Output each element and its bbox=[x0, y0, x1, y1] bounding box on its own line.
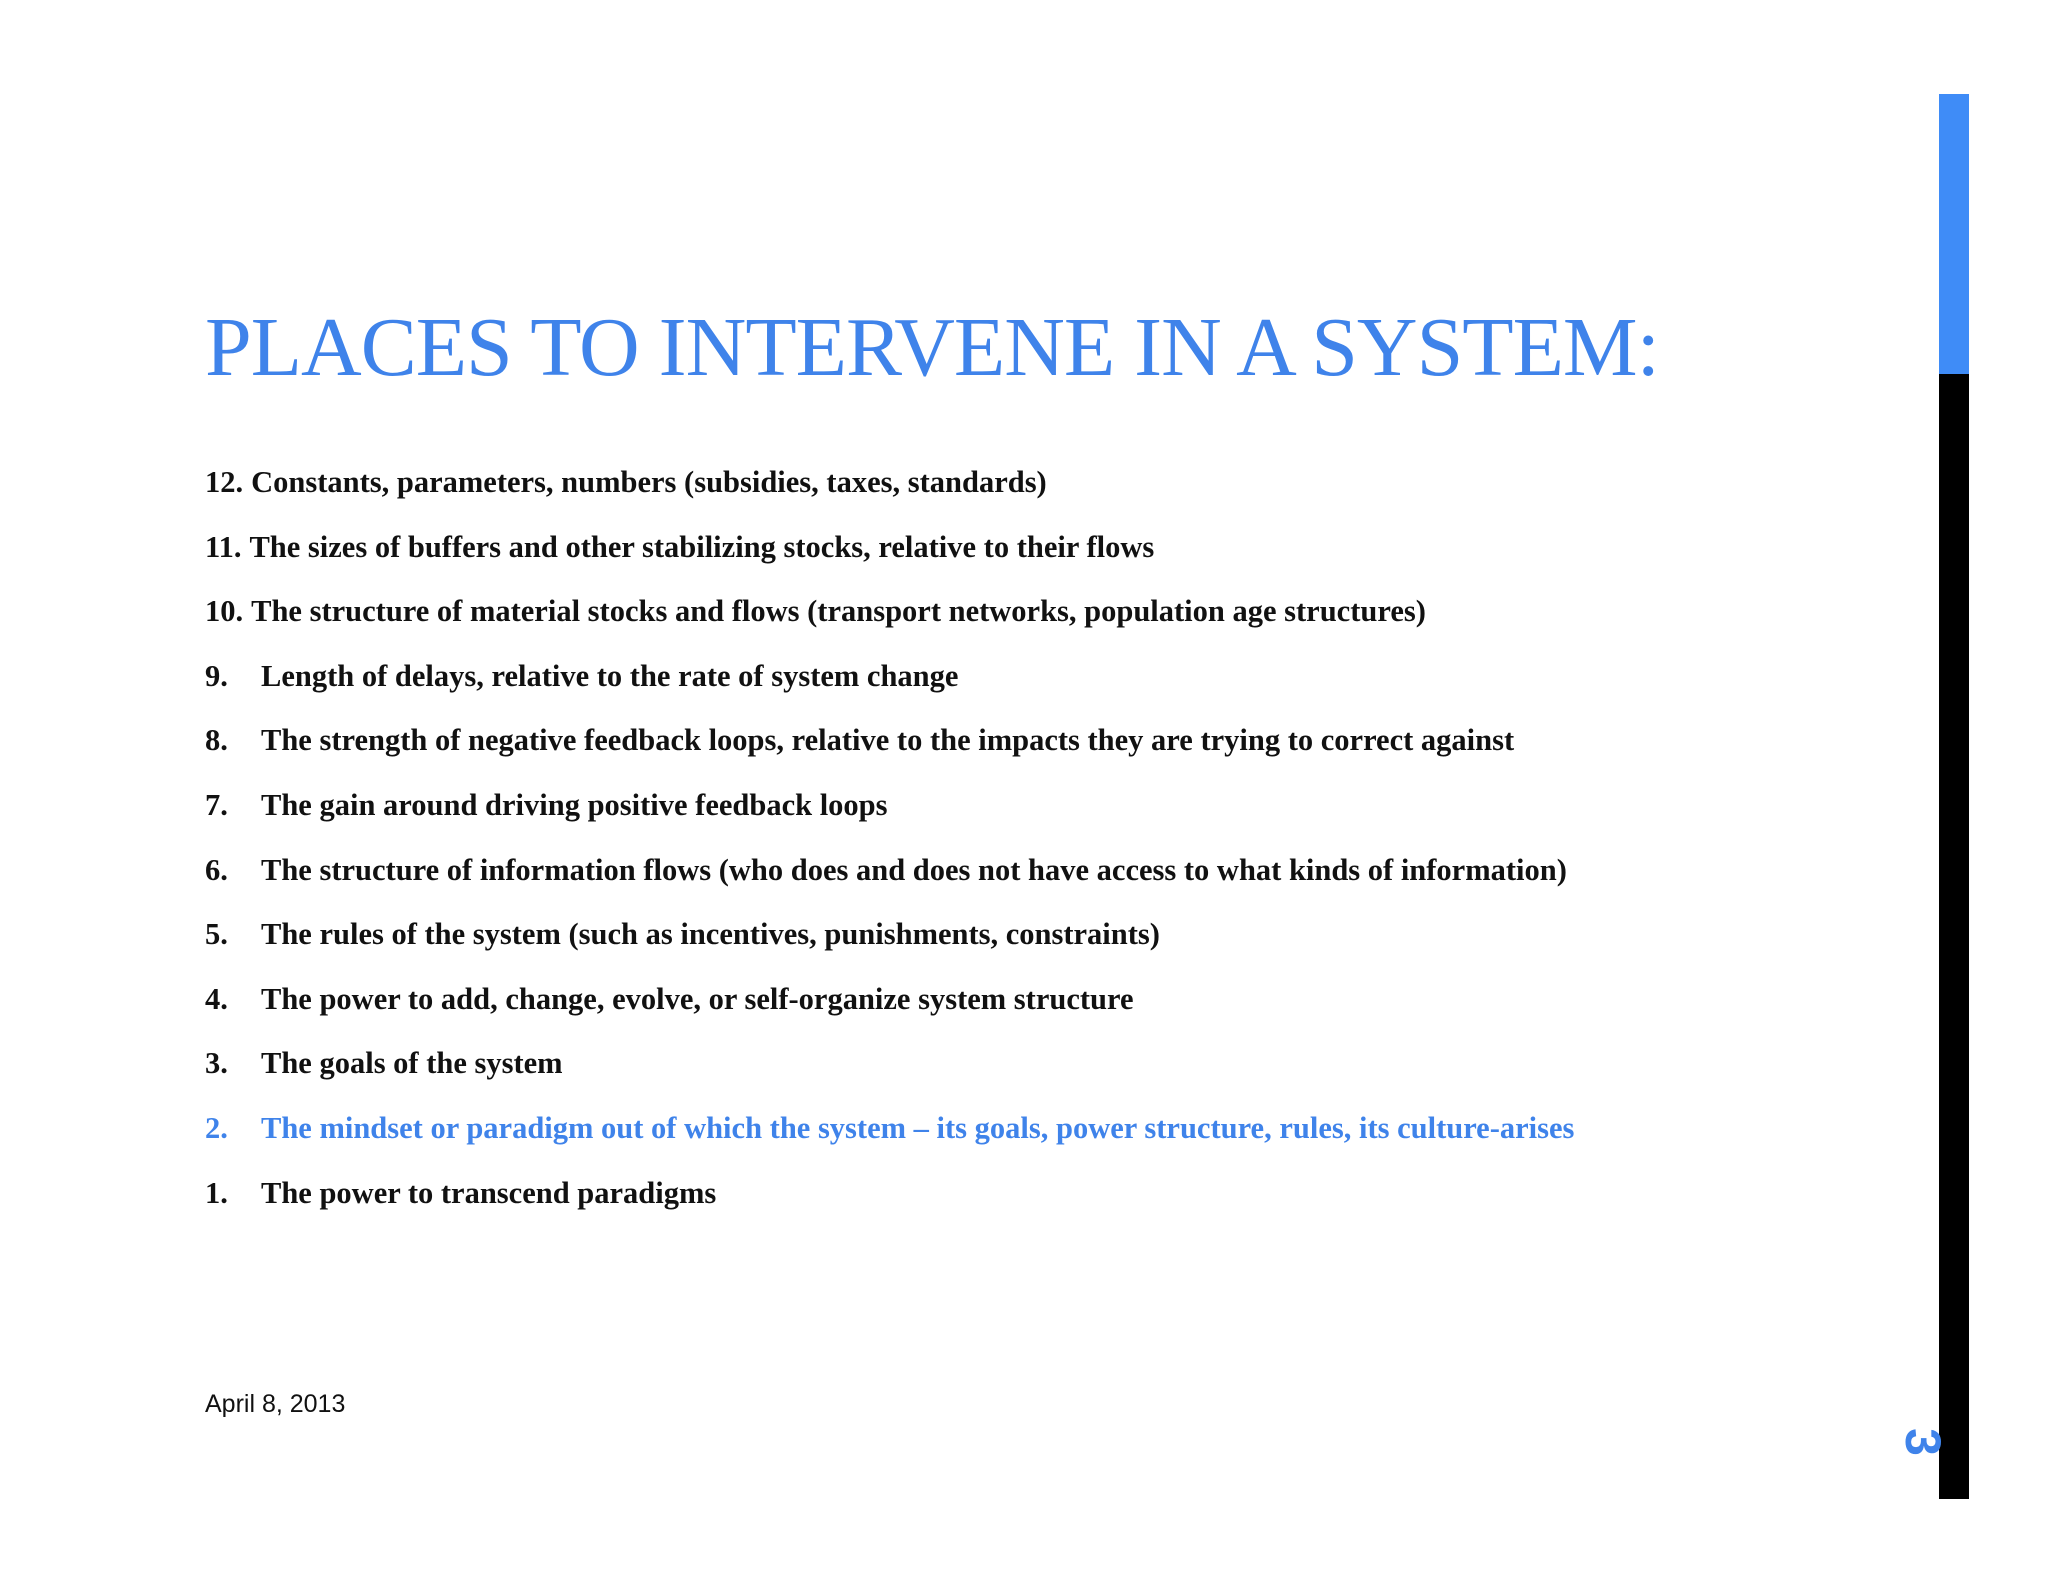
list-item-highlighted bbox=[205, 1108, 1574, 1173]
list-item-text: The power to transcend paradigms bbox=[261, 1175, 717, 1210]
list-item-text: The gain around driving positive feedback loops bbox=[261, 787, 888, 822]
list-item bbox=[205, 1173, 1574, 1238]
list-item-text: Length of delays, relative to the rate of system change bbox=[261, 658, 959, 693]
list-item-number: 5. bbox=[205, 917, 228, 952]
list-item-text: The mindset or paradigm out of which the system – its goals, power structure, rules, its culture-arises bbox=[261, 1110, 1575, 1145]
list-item-number: 7. bbox=[205, 787, 228, 822]
list-item bbox=[205, 720, 1574, 785]
list-item-number: 3. bbox=[205, 1046, 228, 1081]
list-item-text: The power to add, change, evolve, or self-organize system structure bbox=[261, 981, 1134, 1016]
list-item bbox=[205, 462, 1574, 527]
intervention-list bbox=[205, 462, 1574, 1237]
list-item-number: 4. bbox=[205, 981, 228, 1016]
list-item bbox=[205, 527, 1574, 592]
list-item bbox=[205, 656, 1574, 721]
page-number: 3 bbox=[1895, 1428, 1951, 1456]
list-item-number: 1. bbox=[205, 1175, 228, 1210]
list-item-number: 9. bbox=[205, 658, 228, 693]
list-item bbox=[205, 1043, 1574, 1108]
list-item bbox=[205, 979, 1574, 1044]
list-item-number: 6. bbox=[205, 852, 228, 887]
list-item-number: 8. bbox=[205, 723, 228, 758]
list-item-number: 11. bbox=[205, 529, 242, 564]
list-item-number: 12. bbox=[205, 465, 244, 499]
side-bar-accent bbox=[1939, 94, 1969, 374]
list-item-number: 2. bbox=[205, 1110, 228, 1145]
footer-date: April 8, 2013 bbox=[205, 1390, 346, 1418]
list-item-text: Constants, parameters, numbers (subsidies, taxes, standards) bbox=[251, 465, 1047, 499]
list-item-text: The sizes of buffers and other stabilizing stocks, relative to their flows bbox=[249, 529, 1155, 564]
list-item-number: 10. bbox=[205, 594, 244, 629]
list-item-text: The rules of the system (such as incentives, punishments, constraints) bbox=[261, 917, 1160, 952]
list-item bbox=[205, 785, 1574, 850]
list-item-text: The strength of negative feedback loops, relative to the impacts they are trying to correct against bbox=[261, 723, 1515, 758]
list-item bbox=[205, 914, 1574, 979]
list-item-text: The structure of information flows (who does and does not have access to what kinds of information) bbox=[261, 852, 1567, 887]
list-item bbox=[205, 850, 1574, 915]
list-item bbox=[205, 591, 1574, 656]
list-item-text: The structure of material stocks and flows (transport networks, population age structures) bbox=[251, 594, 1426, 629]
list-item-text: The goals of the system bbox=[261, 1046, 563, 1081]
side-bar bbox=[1939, 94, 1969, 1499]
slide-title: PLACES TO INTERVENE IN A SYSTEM: bbox=[205, 301, 1659, 394]
